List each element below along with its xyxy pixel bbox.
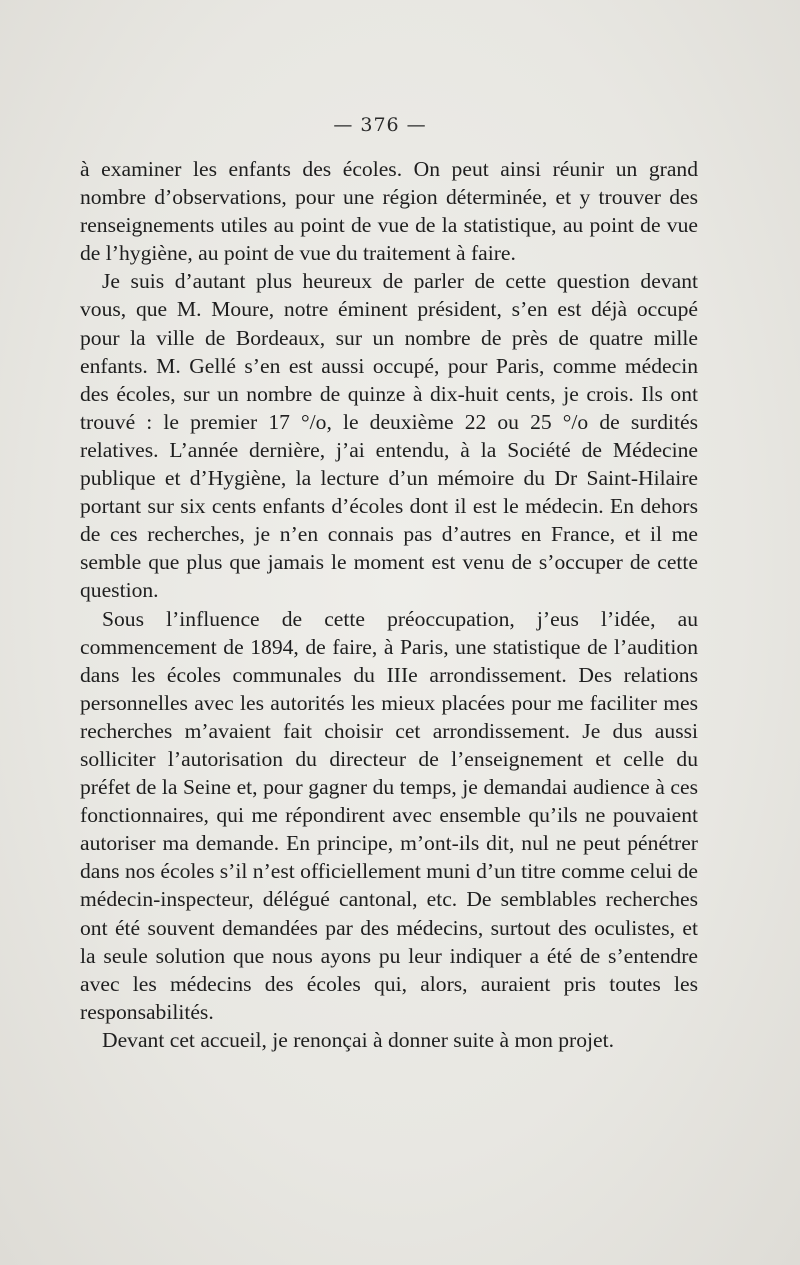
paragraph-1: à examiner les enfants des écoles. On peut ainsi réunir un grand nombre d’observations, pour une région déterminée, et y trouver des renseignements utiles au point de vue de la statistique, au point de vue de l’hygiène, au point de vue du traitement à faire. xyxy=(80,157,698,266)
body-text xyxy=(80,155,698,1054)
paragraph-2: Je suis d’autant plus heureux de parler de cette question devant vous, que M. Moure, notre éminent président, s’en est déjà occupé pour la ville de Bordeaux, sur un nombre de près de quatre mille enfants. M. Gellé s’en est aussi occupé, pour Paris, comme médecin des écoles, sur un nombre de quinze à dix-huit cents, je crois. Ils ont trouvé : le premier 17 °/o, le deuxième 22 ou 25 °/o de surdités relatives. L’année dernière, j’ai entendu, à la Société de Médecine publique et d’Hygiène, la lecture d’un mémoire du Dr Saint-Hilaire portant sur six cents enfants d’écoles dont il est le médecin. En dehors de ces recherches, je n’en connais pas d’autres en France, et il me semble que plus que jamais le moment est venu de s’occuper de cette question. xyxy=(80,269,698,603)
paragraph-3: Sous l’influence de cette préoccupation, j’eus l’idée, au commencement de 1894, de faire, à Paris, une statistique de l’audition dans les écoles communales du IIIe arrondissement. Des relations personnelles avec les autorités les mieux placées pour me faciliter mes recherches m’avaient fait choisir cet arrondissement. Je dus aussi solliciter l’autorisation du directeur de l’enseignement et celle du préfet de la Seine et, pour gagner du temps, je demandai audience à ces fonctionnaires, qui me répondirent avec ensemble qu’ils ne pouvaient autoriser ma demande. En principe, m’ont-ils dit, nul ne peut pénétrer dans nos écoles s’il n’est officiellement muni d’un titre comme celui de médecin-inspecteur, délégué cantonal, etc. De semblables recherches ont été souvent demandées par des médecins, surtout des oculistes, et la seule solution que nous ayons pu leur indiquer a été de s’entendre avec les médecins des écoles qui, alors, auraient pris toutes les responsabilités. xyxy=(80,606,698,1024)
paragraph-4: Devant cet accueil, je renonçai à donner suite à mon projet. xyxy=(102,1027,615,1052)
page-number: — 376 — xyxy=(333,114,427,136)
